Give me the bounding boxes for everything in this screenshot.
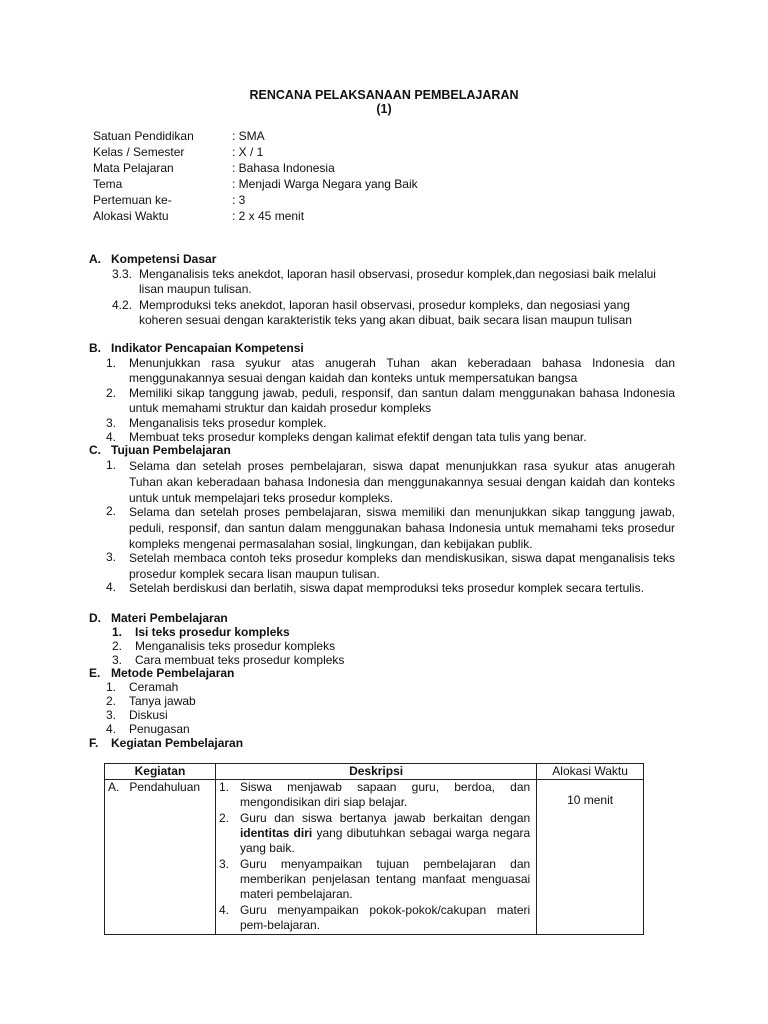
section-letter: E. xyxy=(89,666,101,680)
deskripsi-cell xyxy=(215,780,536,935)
list-item xyxy=(219,780,530,810)
item-text: Menunjukkan rasa syukur atas anugerah Tuhan akan keberadaan bahasa Indonesia dan menggunakannya sesuai dengan kaidah dan konteks untuk mempersatukan bangsa xyxy=(129,356,675,385)
item-number: 2. xyxy=(106,504,117,518)
item-number: 4. xyxy=(106,580,117,594)
item-text: Memiliki sikap tanggung jawab, peduli, responsif, dan santun dalam menggunakan bahasa Indonesia untuk memahami struktur dan kaidah prosedur kompleks xyxy=(129,386,675,415)
identity-label: Pertemuan ke- xyxy=(93,193,172,207)
list-item xyxy=(219,811,530,856)
item-text: Penugasan xyxy=(129,722,190,736)
item-number: 1. xyxy=(106,356,117,370)
item-number: 4. xyxy=(218,903,229,917)
column-header-deskripsi: Deskripsi xyxy=(215,764,536,780)
item-number: 4. xyxy=(106,722,117,736)
item-number: 3.3. xyxy=(112,267,133,281)
item-number: 2. xyxy=(218,811,229,825)
list-item xyxy=(106,680,506,695)
list-item xyxy=(106,550,675,582)
kegiatan-cell: A. Pendahuluan xyxy=(105,780,216,935)
item-number: 3. xyxy=(218,857,229,871)
section-heading-kegiatan xyxy=(89,736,243,751)
list-item xyxy=(106,356,675,386)
alokasi-waktu-cell: 10 menit xyxy=(537,780,644,935)
column-header-alokasi-waktu: Alokasi Waktu xyxy=(537,764,644,780)
list-item xyxy=(112,298,672,328)
section-heading-tujuan xyxy=(89,443,231,458)
item-number: 1. xyxy=(106,458,117,472)
list-item xyxy=(106,416,675,431)
item-number: 4.2. xyxy=(112,298,133,312)
section-heading-indikator xyxy=(89,341,304,356)
item-number: 4. xyxy=(106,430,117,444)
item-text: Selama dan setelah proses pembelajaran, siswa memiliki dan menunjukkan sikap tanggung jawab, peduli, responsif, dan santun dalam menggunakan bahasa Indonesia untuk memahami teks prosedur kompleks mengenai permasalahan sosial, lingkungan, dan kebijakan publik. xyxy=(129,505,675,551)
section-title: Indikator Pencapaian Kompetensi xyxy=(111,341,304,355)
item-text-post: yang dibutuhkan sebagai warga negara yang baik. xyxy=(239,826,531,855)
item-text: Menganalisis teks anekdot, laporan hasil observasi, prosedur komplek,dan negosiasi baik melalui lisan maupun tulisan. xyxy=(139,267,656,296)
list-item xyxy=(106,722,506,737)
table-row xyxy=(105,780,644,935)
section-title: Kegiatan Pembelajaran xyxy=(111,736,244,750)
section-letter: D. xyxy=(89,611,101,625)
section-letter: C. xyxy=(89,443,101,457)
identity-value: : X / 1 xyxy=(232,145,264,159)
item-number: 3. xyxy=(106,708,117,722)
item-number: 2. xyxy=(106,694,117,708)
item-text-bold: identitas diri xyxy=(239,826,313,840)
item-text: Ceramah xyxy=(129,680,179,694)
identity-label: Satuan Pendidikan xyxy=(93,129,194,143)
section-title: Kompetensi Dasar xyxy=(111,252,217,266)
identity-label: Tema xyxy=(93,177,123,191)
list-item xyxy=(219,903,530,933)
list-item xyxy=(106,386,675,416)
list-item xyxy=(106,580,675,596)
identity-value: : Menjadi Warga Negara yang Baik xyxy=(232,177,418,191)
item-text: Menganalisis teks prosedur komplek. xyxy=(129,416,327,430)
item-number: 3. xyxy=(106,416,117,430)
list-item xyxy=(112,625,612,640)
kegiatan-table xyxy=(104,763,644,935)
section-letter: B. xyxy=(89,341,101,355)
item-text: Membuat teks prosedur kompleks dengan kalimat efektif dengan tata tulis yang benar. xyxy=(129,430,587,444)
deskripsi-list xyxy=(219,780,530,933)
item-text: Cara membuat teks prosedur kompleks xyxy=(135,653,345,667)
item-number: 1. xyxy=(218,780,229,794)
list-item xyxy=(106,504,675,552)
column-header-kegiatan: Kegiatan xyxy=(105,764,216,780)
document-title: RENCANA PELAKSANAAN PEMBELAJARAN xyxy=(249,88,519,102)
identity-label: Alokasi Waktu xyxy=(93,209,169,223)
section-letter: A. xyxy=(89,252,101,266)
identity-label: Mata Pelajaran xyxy=(93,161,174,175)
item-number: 3. xyxy=(112,653,123,667)
item-text: Diskusi xyxy=(129,708,168,722)
section-heading-metode xyxy=(89,666,234,681)
identity-value: : SMA xyxy=(232,129,265,143)
item-text: Siswa menjawab sapaan guru, berdoa, dan mengondisikan diri siap belajar. xyxy=(239,780,531,809)
item-number: 1. xyxy=(112,625,123,639)
item-number: 3. xyxy=(106,550,117,564)
section-letter: F. xyxy=(89,736,99,750)
list-item xyxy=(106,708,506,723)
item-text: Setelah membaca contoh teks prosedur kompleks dan mendiskusikan, siswa dapat menganalisis teks prosedur komplek secara lisan maupun tulisan. xyxy=(129,551,675,581)
item-text: Guru menyampaikan tujuan pembelajaran dan memberikan penjelasan tentang manfaat menguasai materi pembelajaran. xyxy=(239,857,531,901)
section-heading-kompetensi-dasar xyxy=(89,252,216,267)
section-heading-materi xyxy=(89,611,228,626)
item-text: Selama dan setelah proses pembelajaran, siswa dapat menunjukkan rasa syukur atas anugerah Tuhan akan keberadaan bahasa Indonesia dan menggunakannya sesuai dengan kaidah dan konteks untuk untuk mempelajari teks prosedur kompleks. xyxy=(129,459,675,505)
identity-value: : 3 xyxy=(232,193,246,207)
item-number: 2. xyxy=(106,386,117,400)
item-text-pre: Guru dan siswa bertanya jawab berkaitan dengan xyxy=(239,811,531,825)
item-text: Guru menyampaikan pokok-pokok/cakupan materi pem-belajaran. xyxy=(239,903,531,932)
section-title: Tujuan Pembelajaran xyxy=(111,443,231,457)
item-text: Setelah berdiskusi dan berlatih, siswa dapat memproduksi teks prosedur komplek secara tertulis. xyxy=(129,581,644,595)
item-text: Tanya jawab xyxy=(129,694,196,708)
list-item xyxy=(106,458,675,506)
table-header-row xyxy=(105,764,644,780)
item-number: 2. xyxy=(112,639,123,653)
section-title: Metode Pembelajaran xyxy=(111,666,235,680)
identity-value: : 2 x 45 menit xyxy=(232,209,305,223)
item-text: Memproduksi teks anekdot, laporan hasil observasi, prosedur kompleks, dan negosiasi yang koheren sesuai dengan karakteristik teks yang akan dibuat, baik secara lisan maupun tulisan xyxy=(139,298,632,327)
item-text: Isi teks prosedur kompleks xyxy=(135,625,290,639)
list-item xyxy=(112,639,612,654)
identity-label: Kelas / Semester xyxy=(93,145,185,159)
document-subtitle: (1) xyxy=(376,102,392,116)
list-item xyxy=(112,267,667,297)
list-item xyxy=(219,857,530,902)
section-title: Materi Pembelajaran xyxy=(111,611,228,625)
item-text: Menganalisis teks prosedur kompleks xyxy=(135,639,336,653)
list-item xyxy=(106,694,506,709)
item-number: 1. xyxy=(106,680,117,694)
identity-value: : Bahasa Indonesia xyxy=(232,161,335,175)
